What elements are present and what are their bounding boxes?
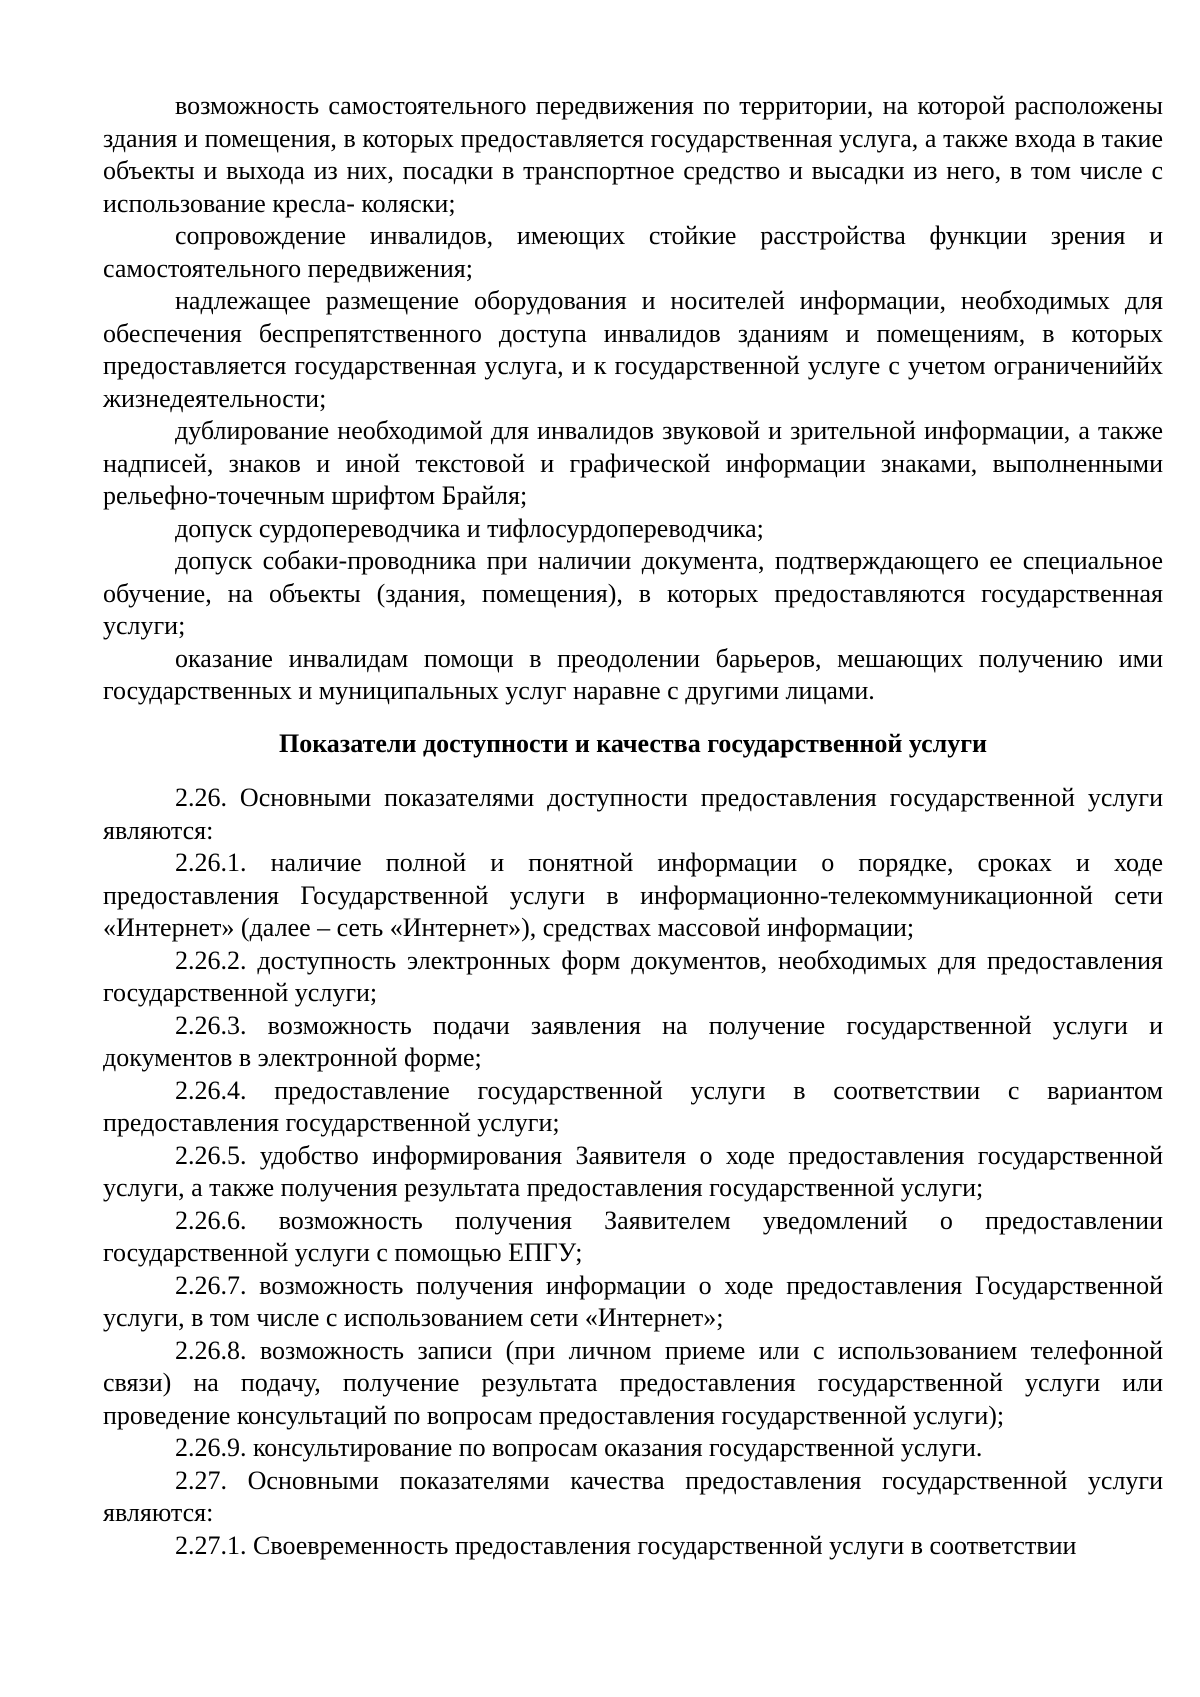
paragraph-2-26-2: 2.26.2. доступность электронных форм документов, необходимых для предоставления государственной услуги; xyxy=(103,945,1163,1007)
paragraph-2-27-1: 2.27.1. Своевременность предоставления государственной услуги в соответствии xyxy=(175,1530,1077,1560)
paragraph-2-26-6: 2.26.6. возможность получения Заявителем уведомлений о предоставлении государственной услуги с помощью ЕПГУ; xyxy=(103,1205,1163,1267)
paragraph-escort: сопровождение инвалидов, имеющих стойкие расстройства функции зрения и самостоятельного передвижения; xyxy=(103,221,1163,283)
document-body xyxy=(103,90,1163,1562)
paragraph-equipment: надлежащее размещение оборудования и носителей информации, необходимых для обеспечения беспрепятственного доступа инвалидов зданиям и помещениям, в которых предоставляется государственная услуга, и к государственной услуге с учетом ограничениййх жизнедеятельности; xyxy=(103,286,1163,413)
paragraph-interpreter: допуск сурдопереводчика и тифлосурдопереводчика; xyxy=(175,513,764,543)
section-heading: Показатели доступности и качества государственной услуги xyxy=(278,728,988,758)
paragraph-2-26-4: 2.26.4. предоставление государственной услуги в соответствии с вариантом предоставления государственной услуги; xyxy=(103,1075,1163,1137)
paragraph-duplication: дублирование необходимой для инвалидов звуковой и зрительной информации, а также надписей, знаков и иной текстовой и графической информации знаками, выполненными рельефно-точечным шрифтом Брайля; xyxy=(103,416,1163,510)
paragraph-movement: возможность самостоятельного передвижения по территории, на которой расположены здания и помещения, в которых предоставляется государственная услуга, а также входа в такие объекты и выхода из них, посадки в транспортное средство и высадки из него, в том числе с использование кресла- коляски; xyxy=(103,91,1163,218)
paragraph-2-26: 2.26. Основными показателями доступности предоставления государственной услуги являются: xyxy=(103,783,1163,845)
paragraph-2-26-9: 2.26.9. консультирование по вопросам оказания государственной услуги. xyxy=(175,1433,983,1462)
paragraph-2-26-5: 2.26.5. удобство информирования Заявителя о ходе предоставления государственной услуги, а также получения результата предоставления государственной услуги; xyxy=(103,1140,1163,1202)
paragraph-2-26-1: 2.26.1. наличие полной и понятной информации о порядке, сроках и ходе предоставления Государственной услуги в информационно-телекоммуникационной сети «Интернет» (далее – сеть «Интернет»), средствах массовой информации; xyxy=(103,848,1163,942)
paragraph-2-26-7: 2.26.7. возможность получения информации о ходе предоставления Государственной услуги, в том числе с использованием сети «Интернет»; xyxy=(103,1270,1163,1332)
paragraph-2-26-3: 2.26.3. возможность подачи заявления на получение государственной услуги и документов в электронной форме; xyxy=(103,1010,1163,1072)
paragraph-assistance: оказание инвалидам помощи в преодолении барьеров, мешающих получению ими государственных и муниципальных услуг наравне с другими лицами. xyxy=(103,643,1163,705)
paragraph-2-26-8: 2.26.8. возможность записи (при личном приеме или с использованием телефонной связи) на подачу, получение результата предоставления государственной услуги или проведение консультаций по вопросам предоставления государственной услуги); xyxy=(103,1335,1163,1430)
paragraph-2-27: 2.27. Основными показателями качества предоставления государственной услуги являются: xyxy=(103,1465,1163,1527)
paragraph-guide-dog: допуск собаки-проводника при наличии документа, подтверждающего ее специальное обучение, на объекты (здания, помещения), в которых предоставляются государственная услуги; xyxy=(103,546,1163,640)
